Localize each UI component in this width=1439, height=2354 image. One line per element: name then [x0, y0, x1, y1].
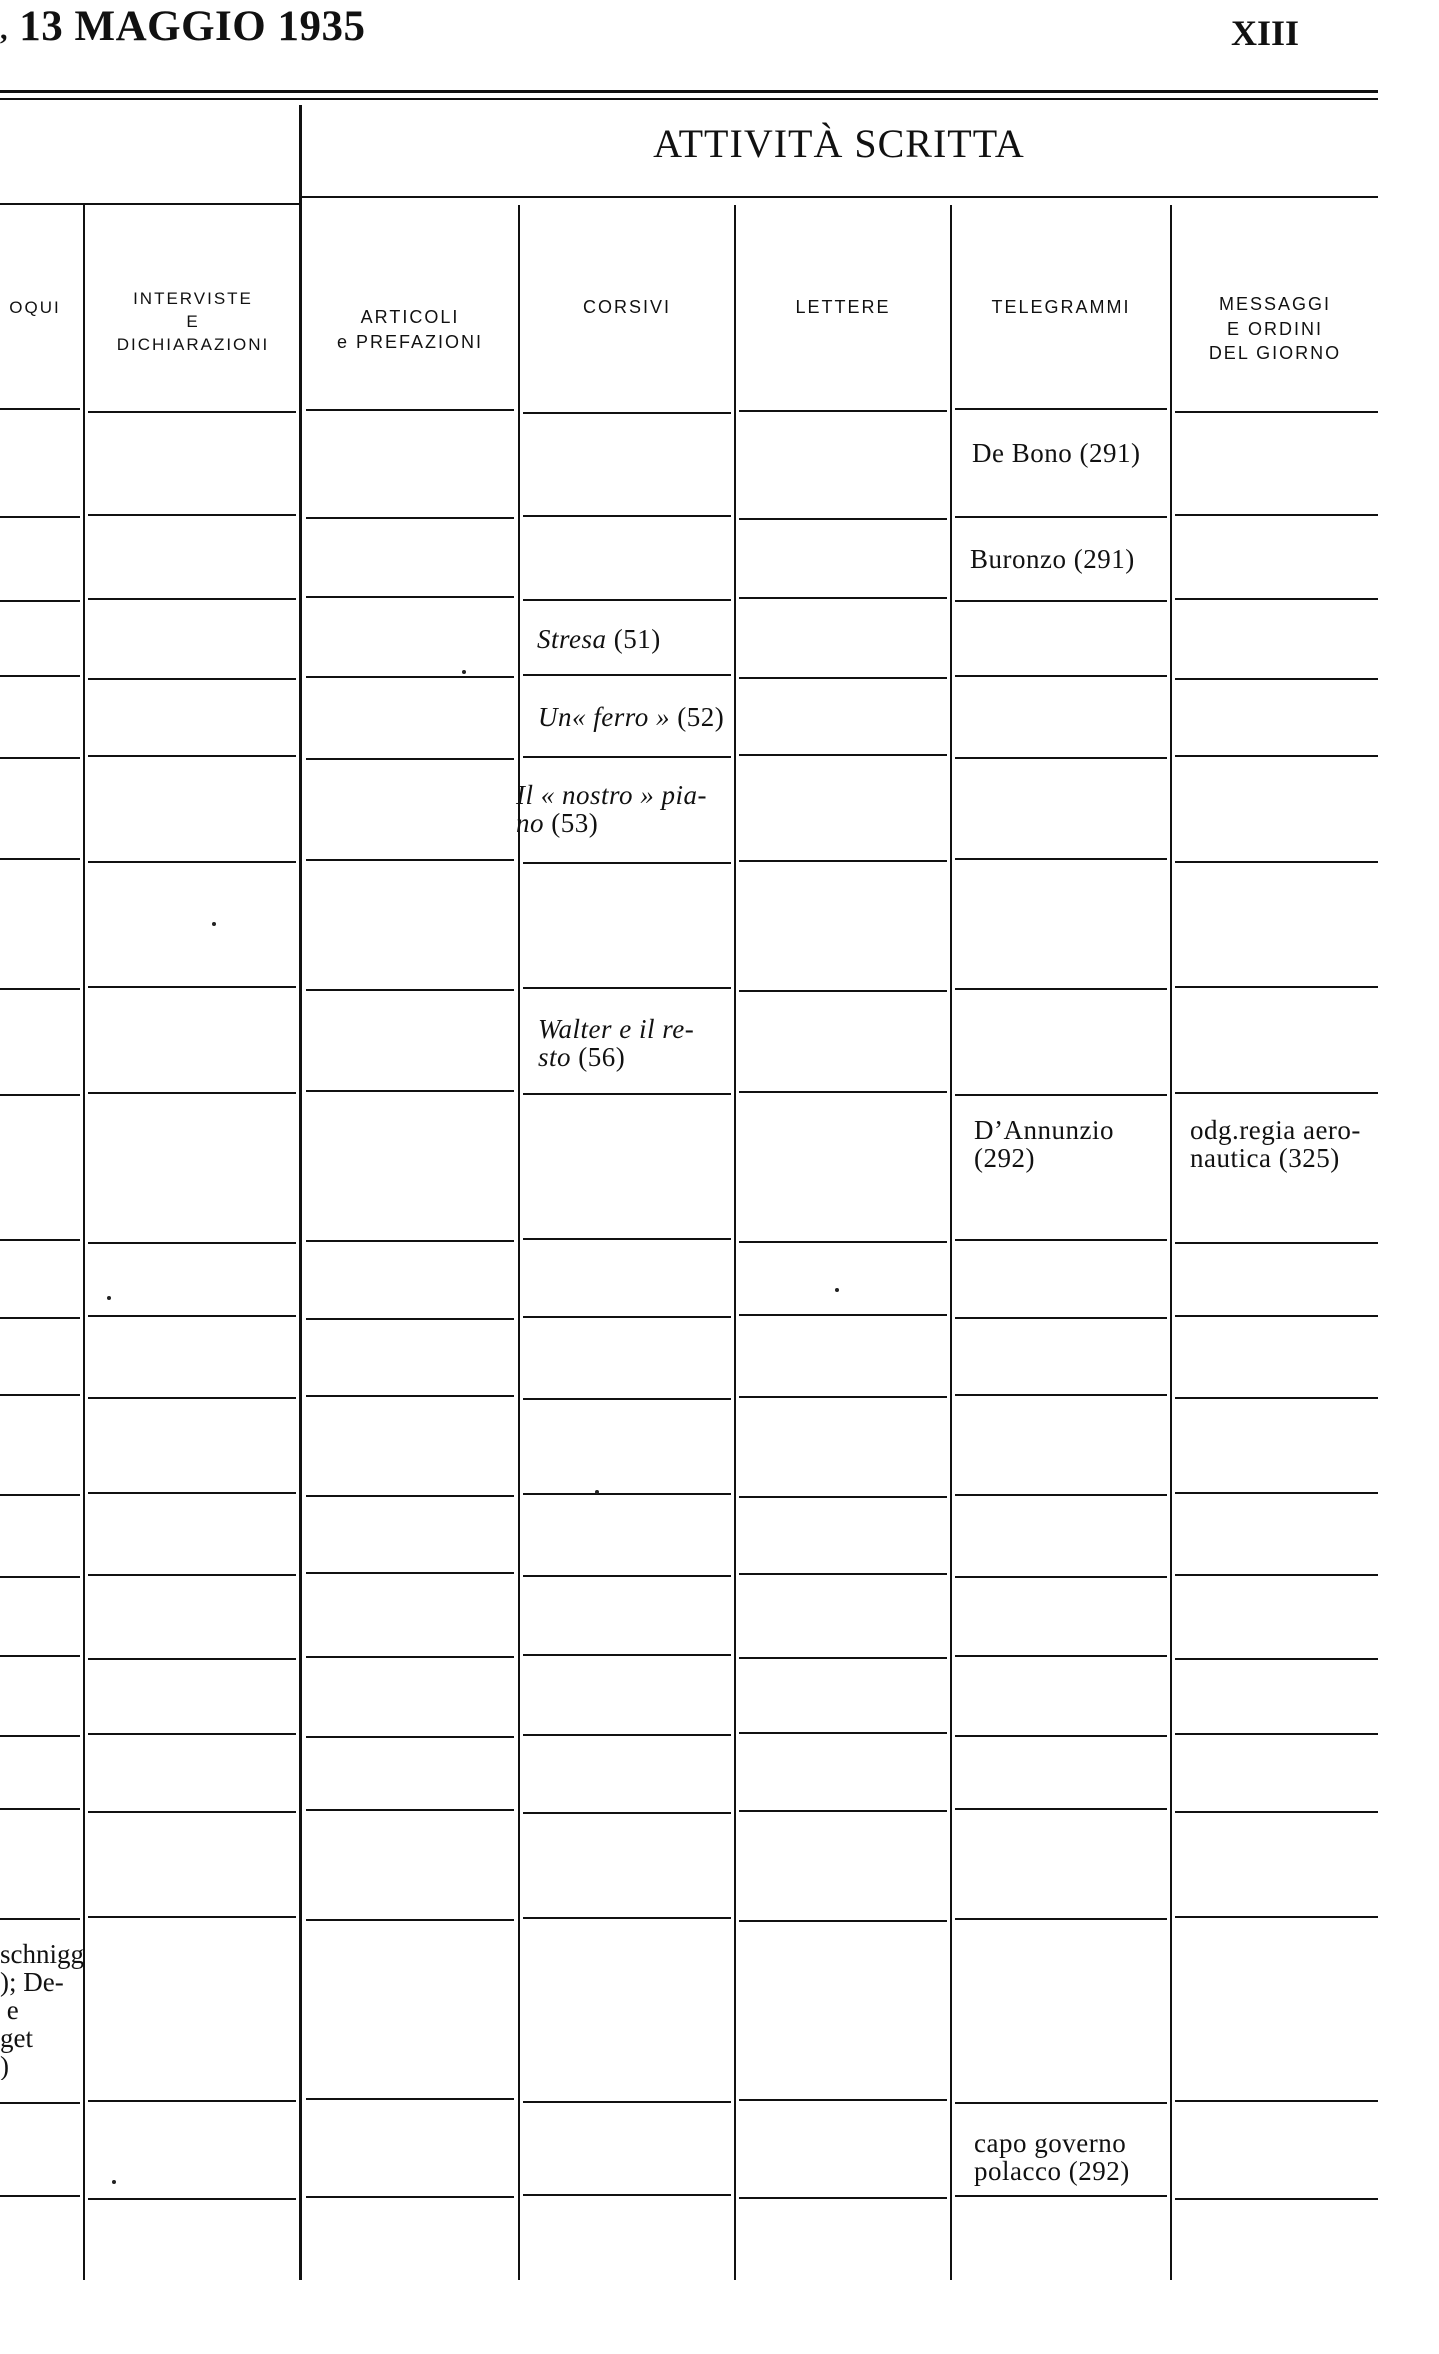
row-separator [0, 1239, 80, 1241]
row-separator [739, 1810, 947, 1812]
row-separator [0, 1494, 80, 1496]
row-separator [955, 516, 1167, 518]
row-separator [1175, 678, 1378, 680]
row-separator [739, 990, 947, 992]
row-separator [955, 1394, 1167, 1396]
row-separator [88, 1492, 296, 1494]
row-separator [523, 1493, 731, 1495]
row-separator [955, 1808, 1167, 1810]
row-separator [306, 1656, 514, 1658]
row-separator [739, 1732, 947, 1734]
row-separator [523, 1316, 731, 1318]
row-separator [955, 408, 1167, 410]
colhead-corsivi-label: CORSIVI [582, 297, 671, 317]
corsivo-walter-ref: (56) [578, 1041, 626, 1072]
row-separator [1175, 1916, 1378, 1918]
row-separator [0, 1394, 80, 1396]
telegram-dannunzio [974, 1117, 1114, 1172]
row-separator [88, 514, 296, 516]
row-separator [739, 1091, 947, 1093]
message-regia-aeronautica-line2: nautica (325) [1190, 1142, 1340, 1173]
row-separator [88, 1574, 296, 1576]
row-separator [1175, 2100, 1378, 2102]
scan-speck [107, 1296, 111, 1300]
corsivo-walter-line1: Walter e il re- [538, 1014, 695, 1044]
date-text: 13 MAGGIO 1935 [19, 3, 366, 50]
row-separator [88, 598, 296, 600]
corsivo-stresa-title: Stresa [537, 624, 607, 654]
row-separator [955, 757, 1167, 759]
corsivo-nostro-piano-line2: no [516, 807, 544, 838]
row-separator [739, 1657, 947, 1659]
row-separator [0, 600, 80, 602]
row-separator [1175, 861, 1378, 863]
message-regia-aeronautica-line1: odg.regia aero- [1190, 1115, 1361, 1145]
row-separator [739, 1314, 947, 1316]
row-separator [88, 1397, 296, 1399]
row-separator [88, 2100, 296, 2102]
row-separator [0, 757, 80, 759]
colhead-telegrammi [953, 295, 1169, 319]
row-separator [306, 1240, 514, 1242]
col-line-3 [518, 205, 520, 2280]
row-separator [306, 1809, 514, 1811]
row-separator [1175, 1492, 1378, 1494]
row-separator [739, 1920, 947, 1922]
left-header-rule [0, 203, 300, 205]
row-separator [955, 1094, 1167, 1096]
row-separator [739, 410, 947, 412]
scan-speck [595, 1490, 599, 1494]
row-separator [955, 1317, 1167, 1319]
col-line-6 [1170, 205, 1172, 2280]
row-separator [739, 597, 947, 599]
colhead-messaggi-label: MESSAGGI E ORDINI DEL GIORNO [1208, 294, 1342, 363]
row-separator [88, 1242, 296, 1244]
telegram-dannunzio-line1: D’Annunzio [974, 1115, 1114, 1145]
scan-speck [212, 922, 216, 926]
row-separator [0, 1576, 80, 1578]
row-separator [1175, 598, 1378, 600]
row-separator [1175, 1092, 1378, 1094]
corsivo-nostro-piano-ref: (53) [551, 807, 599, 838]
colhead-interviste-label: INTERVISTE E DICHIARAZIONI [116, 288, 270, 354]
row-separator [306, 2196, 514, 2198]
row-separator [0, 516, 80, 518]
row-separator [523, 2101, 731, 2103]
row-separator [523, 674, 731, 676]
row-separator [88, 2198, 296, 2200]
page-date [0, 2, 365, 51]
row-separator [523, 2194, 731, 2196]
row-separator [739, 518, 947, 520]
row-separator [955, 1576, 1167, 1578]
row-separator [88, 986, 296, 988]
row-separator [955, 1735, 1167, 1737]
row-separator [1175, 514, 1378, 516]
header-rule-top [0, 90, 1378, 93]
row-separator [1175, 1733, 1378, 1735]
row-separator [0, 1808, 80, 1810]
col-line-5 [950, 205, 952, 2280]
row-separator [0, 858, 80, 860]
row-separator [306, 1090, 514, 1092]
col-line-4 [734, 205, 736, 2280]
row-separator [306, 1495, 514, 1497]
colhead-lettere-label: LETTERE [795, 297, 891, 317]
row-separator [523, 1734, 731, 1736]
corsivo-nostro-piano [516, 782, 726, 837]
row-separator [739, 1496, 947, 1498]
row-separator [739, 1396, 947, 1398]
row-separator [88, 755, 296, 757]
corsivo-ferro-title: « ferro » [572, 702, 670, 732]
row-separator [1175, 1315, 1378, 1317]
row-separator [955, 988, 1167, 990]
row-separator [523, 515, 731, 517]
row-separator [523, 862, 731, 864]
row-separator [88, 1733, 296, 1735]
row-separator [523, 1575, 731, 1577]
row-separator [306, 989, 514, 991]
row-separator [955, 1655, 1167, 1657]
section-title: ATTIVITÀ SCRITTA [653, 121, 1025, 166]
section-rule [300, 196, 1378, 198]
row-separator [306, 409, 514, 411]
left-cut-fragment: schnigg ); De- e get ) [0, 1940, 84, 2081]
row-separator [88, 1811, 296, 1813]
row-separator [1175, 411, 1378, 413]
row-separator [0, 408, 80, 410]
row-separator [306, 596, 514, 598]
scan-speck [835, 1288, 839, 1292]
header-rule-bottom [0, 98, 1378, 100]
row-separator [306, 1572, 514, 1574]
row-separator [88, 411, 296, 413]
row-separator [88, 1658, 296, 1660]
row-separator [1175, 1811, 1378, 1813]
colhead-interviste [88, 265, 298, 357]
row-separator [523, 1093, 731, 1095]
col-line-2 [299, 105, 302, 2280]
corsivo-ferro-ref: (52) [677, 702, 725, 732]
row-separator [955, 1239, 1167, 1241]
telegram-buronzo: Buronzo (291) [970, 544, 1135, 574]
row-separator [88, 1315, 296, 1317]
row-separator [523, 1654, 731, 1656]
row-separator [739, 754, 947, 756]
row-separator [0, 2195, 80, 2197]
telegram-capo-governo-line1: capo governo [974, 2128, 1127, 2158]
colhead-colloqui [0, 297, 70, 320]
telegram-dannunzio-line2: (292) [974, 1142, 1035, 1173]
page-number: XIII [1230, 13, 1299, 53]
row-separator [739, 1573, 947, 1575]
row-separator [306, 2098, 514, 2100]
row-separator [739, 1241, 947, 1243]
row-separator [955, 858, 1167, 860]
header-tick: , [0, 13, 8, 47]
row-separator [955, 1918, 1167, 1920]
colhead-telegrammi-label: TELEGRAMMI [991, 297, 1131, 317]
row-separator [955, 675, 1167, 677]
row-separator [306, 1318, 514, 1320]
colhead-articoli-label: ARTICOLI e PREFAZIONI [336, 307, 484, 352]
row-separator [523, 1812, 731, 1814]
colhead-colloqui-label: OQUI [9, 298, 61, 317]
row-separator [523, 412, 731, 414]
telegram-capo-governo [974, 2130, 1130, 2185]
row-separator [88, 678, 296, 680]
row-separator [1175, 1574, 1378, 1576]
corsivo-stresa [537, 626, 661, 654]
row-separator [523, 599, 731, 601]
corsivo-stresa-ref: (51) [613, 624, 661, 654]
colhead-lettere [737, 295, 949, 319]
row-separator [955, 600, 1167, 602]
colhead-articoli [304, 281, 516, 354]
row-separator [306, 676, 514, 678]
row-separator [955, 2102, 1167, 2104]
corsivo-nostro-piano-line1: Il « nostro » pia- [516, 780, 707, 810]
row-separator [955, 2195, 1167, 2197]
row-separator [88, 861, 296, 863]
row-separator [0, 1655, 80, 1657]
row-separator [739, 677, 947, 679]
scan-speck [462, 670, 466, 674]
row-separator [0, 1735, 80, 1737]
corsivo-walter-line2: sto [538, 1041, 572, 1072]
row-separator [0, 675, 80, 677]
row-separator [306, 1736, 514, 1738]
scan-speck [112, 2180, 116, 2184]
row-separator [1175, 1242, 1378, 1244]
row-separator [523, 1398, 731, 1400]
row-separator [955, 1494, 1167, 1496]
corsivo-ferro-article: Un [538, 702, 572, 732]
telegram-de-bono: De Bono (291) [972, 438, 1141, 468]
colhead-corsivi [520, 295, 734, 319]
row-separator [739, 2197, 947, 2199]
message-regia-aeronautica [1190, 1117, 1361, 1172]
colhead-messaggi [1172, 268, 1378, 365]
row-separator [306, 517, 514, 519]
row-separator [306, 1395, 514, 1397]
row-separator [523, 756, 731, 758]
row-separator [88, 1916, 296, 1918]
row-separator [1175, 1397, 1378, 1399]
row-separator [523, 1917, 731, 1919]
row-separator [1175, 2198, 1378, 2200]
row-separator [0, 2102, 80, 2104]
row-separator [0, 988, 80, 990]
row-separator [306, 1919, 514, 1921]
row-separator [1175, 1658, 1378, 1660]
row-separator [306, 859, 514, 861]
telegram-capo-governo-line2: polacco (292) [974, 2155, 1130, 2186]
row-separator [1175, 755, 1378, 757]
row-separator [88, 1092, 296, 1094]
row-separator [0, 1094, 80, 1096]
row-separator [739, 2099, 947, 2101]
corsivo-walter [538, 1016, 728, 1071]
row-separator [1175, 986, 1378, 988]
row-separator [523, 987, 731, 989]
row-separator [739, 860, 947, 862]
corsivo-ferro [538, 704, 724, 732]
row-separator [306, 758, 514, 760]
row-separator [0, 1918, 80, 1920]
row-separator [523, 1238, 731, 1240]
row-separator [0, 1317, 80, 1319]
